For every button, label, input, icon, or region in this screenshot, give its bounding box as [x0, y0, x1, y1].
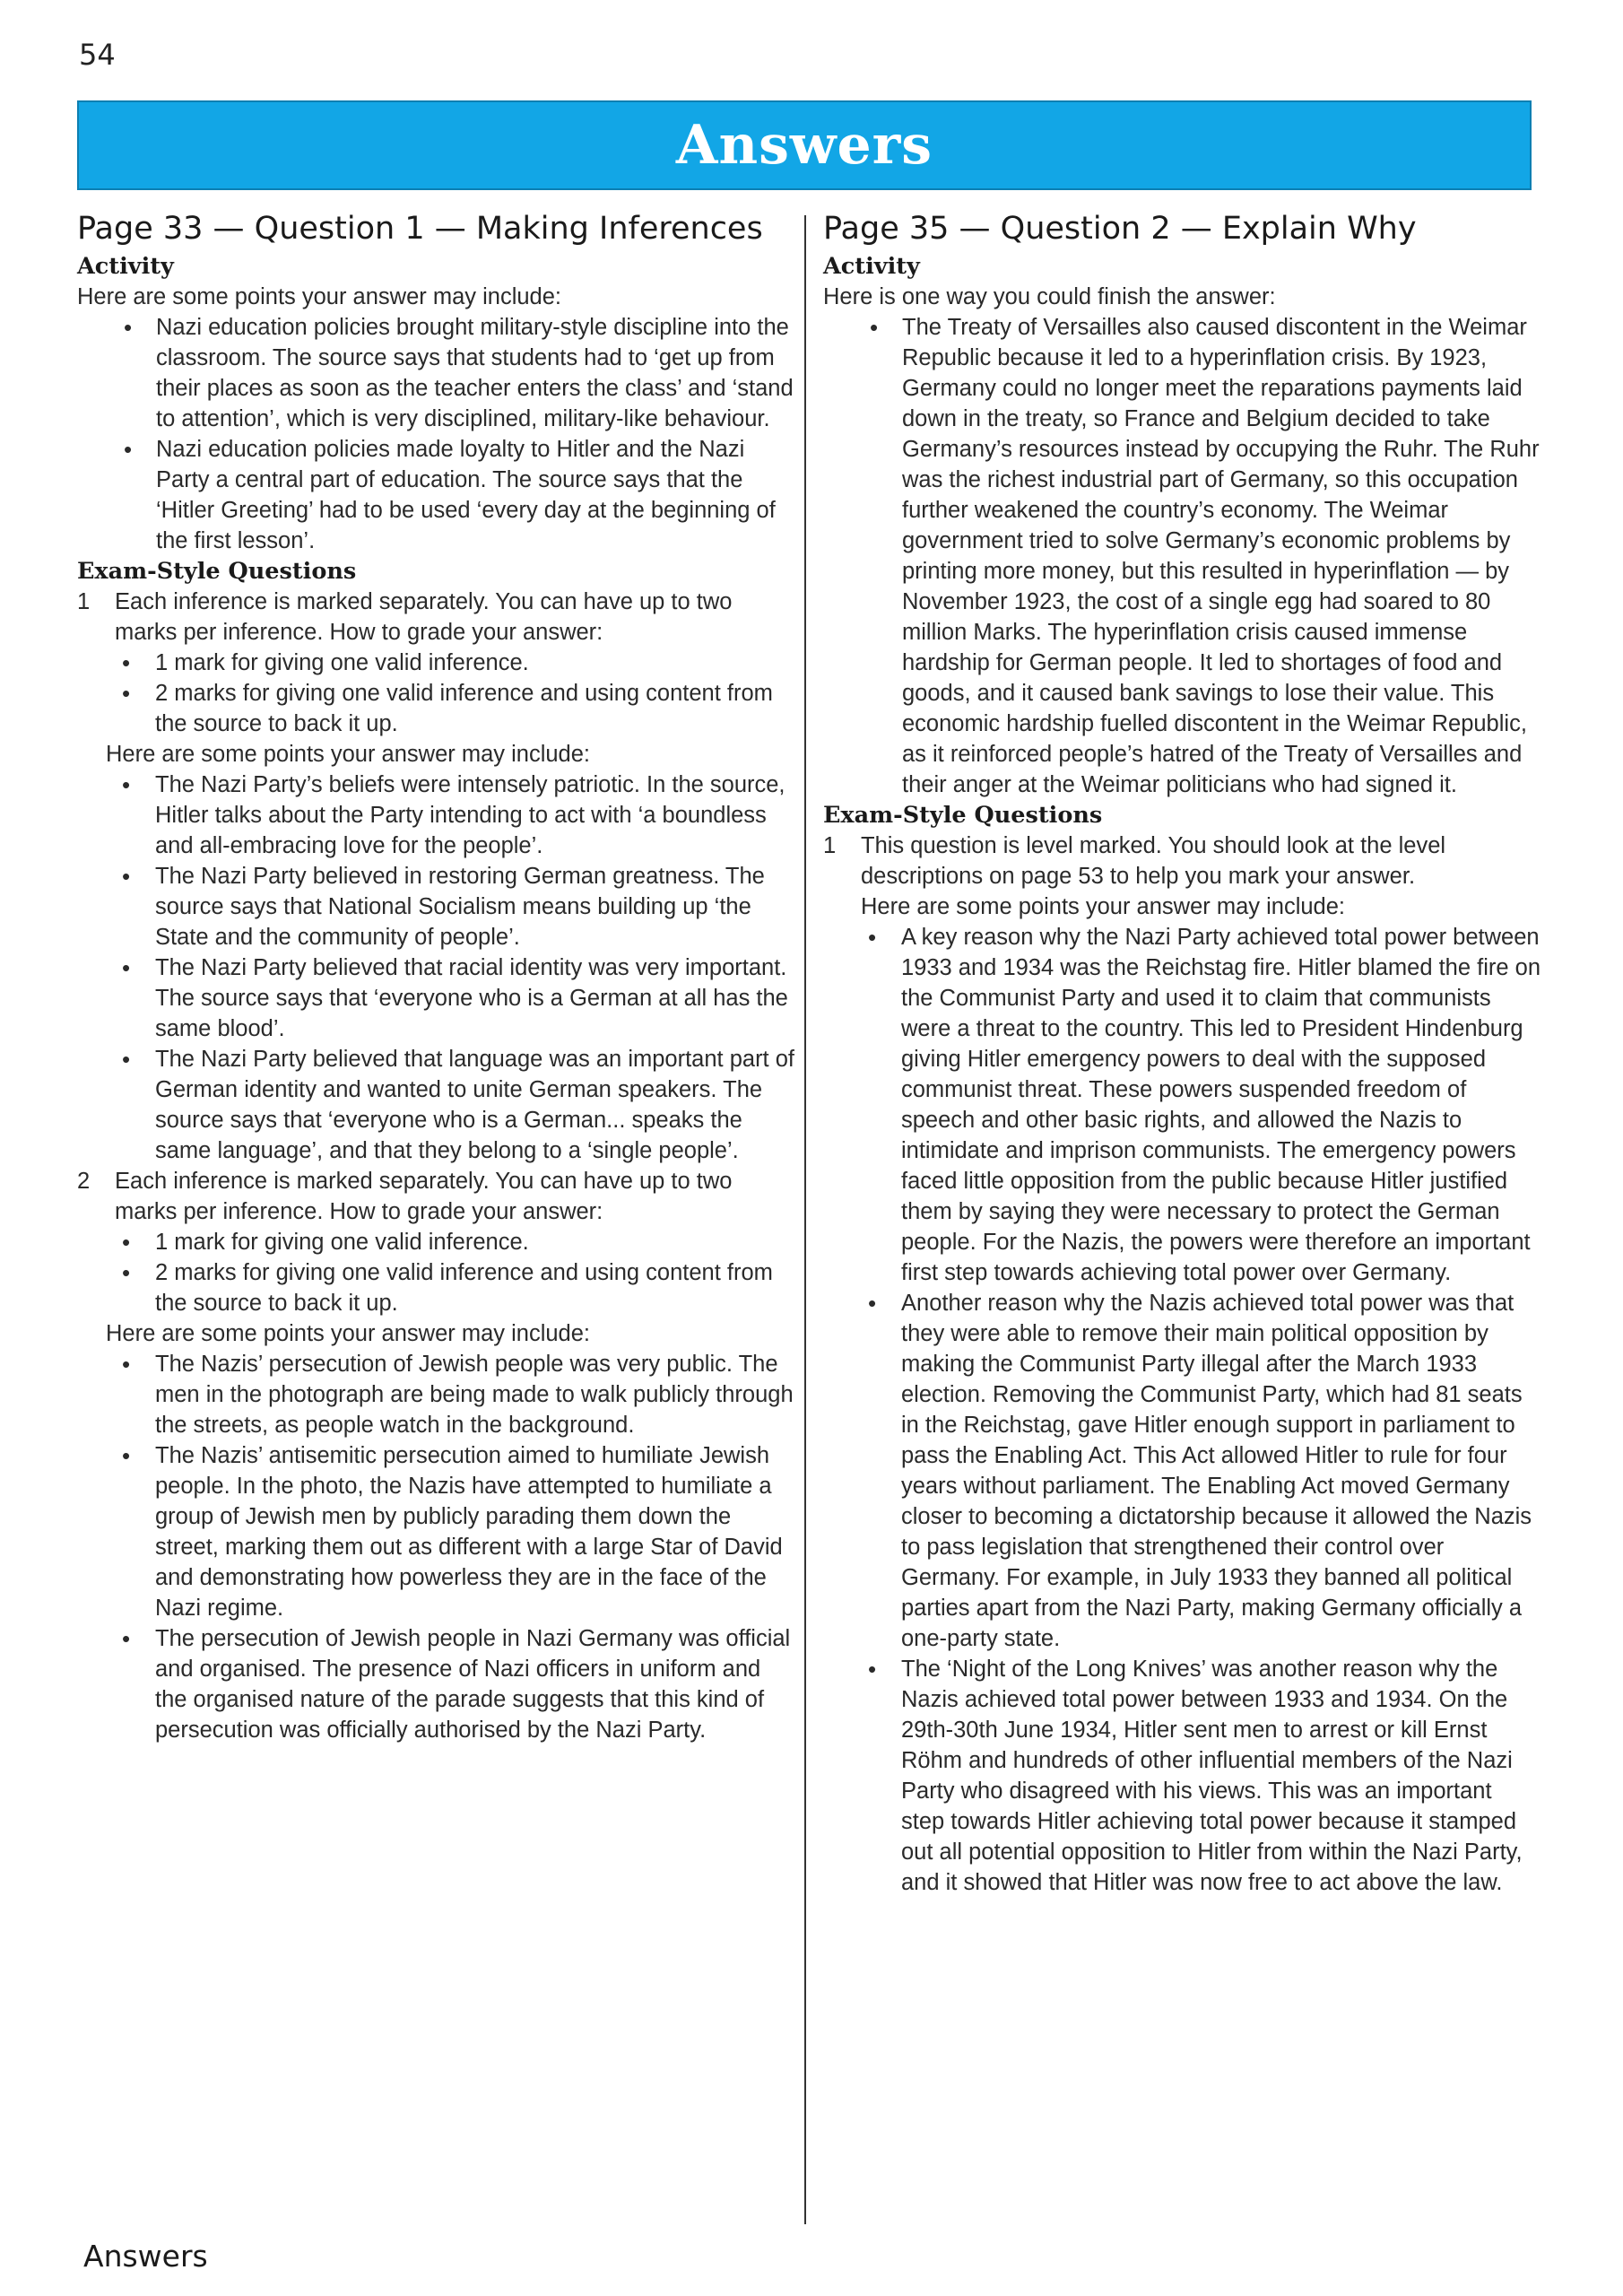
page-number: 54 [79, 38, 116, 72]
points-intro: Here are some points your answer may include: [106, 1321, 590, 1346]
question-number: 1 [823, 833, 837, 858]
section-title: Page 35 — Question 2 — Explain Why [823, 211, 1417, 247]
list-item: • Nazi education policies brought military-style discipline into the classroom. The source says that students had to ‘get up from their places as soon as the teacher enters the class’ and ‘stand to attention’, which is very disciplined, military-like behaviour. [77, 312, 794, 434]
points-list [77, 1349, 794, 1745]
list-item: • The Nazi Party believed that language was an important part of German identity and wanted to unite German speakers. The source says that ‘everyone who is a German... speaks the same language’, and that they belong to a ‘single people’. [77, 1044, 794, 1166]
question-1 [77, 587, 794, 648]
question-number: 2 [77, 1169, 91, 1194]
list-item: • 2 marks for giving one valid inference and using content from the source to back it up. [77, 678, 794, 739]
question-text: Each inference is marked separately. You can have up to two marks per inference. How to grade your answer: [115, 589, 733, 645]
question-text: This question is level marked. You should look at the level descriptions on page 53 to help you mark your answer. [861, 833, 1446, 889]
list-item: • The Nazi Party believed that racial identity was very important. The source says that ‘everyone who is a German at all has the same blood’. [77, 952, 794, 1044]
activity-intro: Here is one way you could finish the answer: [823, 284, 1276, 309]
exam-heading: Exam-Style Questions [77, 558, 357, 585]
points-intro: Here are some points your answer may include: [106, 742, 590, 767]
activity-heading: Activity [823, 253, 920, 280]
exam-heading: Exam-Style Questions [823, 802, 1103, 829]
list-item: • Nazi education policies made loyalty to Hitler and the Nazi Party a central part of education. The source says that the ‘Hitler Greeting’ had to be used ‘every day at the beginning of the first lesson’. [77, 434, 794, 556]
banner-title: Answers [675, 114, 933, 177]
list-item: • The ‘Night of the Long Knives’ was another reason why the Nazis achieved total power between 1933 and 1934. On the 29th-30th June 1934, Hitler sent men to arrest or kill Ernst Röhm and hundreds of other influential members of the Nazi Party who disagreed with his views. This was an important step towards Hitler achieving total power because it stamped out all potential opposition to Hitler from within the Nazi Party, and it showed that Hitler was now free to act above the law. [823, 1654, 1541, 1898]
list-item: • The Nazi Party believed in restoring German greatness. The source says that National Socialism means building up ‘the State and the community of people’. [77, 861, 794, 952]
list-item: • 1 mark for giving one valid inference. [77, 1227, 794, 1257]
list-item: • A key reason why the Nazi Party achieved total power between 1933 and 1934 was the Reichstag fire. Hitler blamed the fire on the Communist Party and used it to claim that communists were a threat to the country. This led to President Hindenburg giving Hitler emergency powers to deal with the supposed communist threat. These powers suspended freedom of speech and other basic rights, and allowed the Nazis to intimidate and imprison communists. The emergency powers faced little opposition from the public because Hitler justified them by saying they were necessary to protect the German people. For the Nazis, the powers were therefore an important first step towards achieving total power over Germany. [823, 922, 1541, 1288]
list-item: • 2 marks for giving one valid inference and using content from the source to back it up. [77, 1257, 794, 1318]
list-item: • The Nazi Party’s beliefs were intensely patriotic. In the source, Hitler talks about the Party intending to act with ‘a boundless and all-embracing love for the people’. [77, 770, 794, 861]
section-title: Page 33 — Question 1 — Making Inferences [77, 211, 763, 247]
points-intro: Here are some points your answer may include: [861, 894, 1345, 919]
activity-heading: Activity [77, 253, 174, 280]
question-number: 1 [77, 589, 91, 614]
list-item: • The Nazis’ persecution of Jewish people was very public. The men in the photograph are being made to walk publicly through the streets, as people watch in the background. [77, 1349, 794, 1440]
list-item: • The Treaty of Versailles also caused discontent in the Weimar Republic because it led to a hyperinflation crisis. By 1923, Germany could no longer meet the reparations payments laid down in the treaty, so France and Belgium decided to take Germany’s resources instead by occupying the Ruhr. The Ruhr was the richest industrial part of Germany, so this occupation further weakened the country’s economy. The Weimar government tried to solve Germany’s economic problems by printing more money, but this resulted in hyperinflation — by November 1923, the cost of a single egg had soared to 80 million Marks. The hyperinflation crisis caused immense hardship for German people. It led to shortages of food and goods, and it caused bank savings to lose their value. This economic hardship fuelled discontent in the Weimar Republic, as it reinforced people’s hatred of the Treaty of Versailles and their anger at the Weimar politicians who had signed it. [823, 312, 1541, 800]
points-list [823, 922, 1541, 1898]
marks-list [77, 1227, 794, 1318]
answers-banner [77, 100, 1532, 190]
left-column [77, 208, 794, 1745]
activity-intro: Here are some points your answer may include: [77, 284, 561, 309]
list-item: • 1 mark for giving one valid inference. [77, 648, 794, 678]
list-item: • Another reason why the Nazis achieved total power was that they were able to remove their main political opposition by making the Communist Party illegal after the March 1933 election. Removing the Communist Party, which had 81 seats in the Reichstag, gave Hitler enough support in parliament to pass the Enabling Act. This Act allowed Hitler to rule for four years without parliament. The Enabling Act moved Germany closer to becoming a dictatorship because it allowed the Nazis to pass legislation that strengthened their control over Germany. For example, in July 1933 they banned all political parties apart from the Nazi Party, making Germany officially a one-party state. [823, 1288, 1541, 1654]
question-2 [77, 1166, 794, 1227]
question-1 [823, 831, 1541, 922]
question-text: Each inference is marked separately. You can have up to two marks per inference. How to grade your answer: [115, 1169, 733, 1224]
footer-label: Answers [83, 2239, 208, 2274]
right-column [823, 208, 1541, 1898]
list-item: • The Nazis’ antisemitic persecution aimed to humiliate Jewish people. In the photo, the Nazis have attempted to humiliate a group of Jewish men by publicly parading them down the street, marking them out as different with a large Star of David and demonstrating how powerless they are in the face of the Nazi regime. [77, 1440, 794, 1623]
activity-list [77, 312, 794, 556]
column-divider [804, 215, 806, 2224]
list-item: • The persecution of Jewish people in Nazi Germany was official and organised. The presence of Nazi officers in uniform and the organised nature of the parade suggests that this kind of persecution was officially authorised by the Nazi Party. [77, 1623, 794, 1745]
activity-list [823, 312, 1541, 800]
marks-list [77, 648, 794, 739]
points-list [77, 770, 794, 1166]
